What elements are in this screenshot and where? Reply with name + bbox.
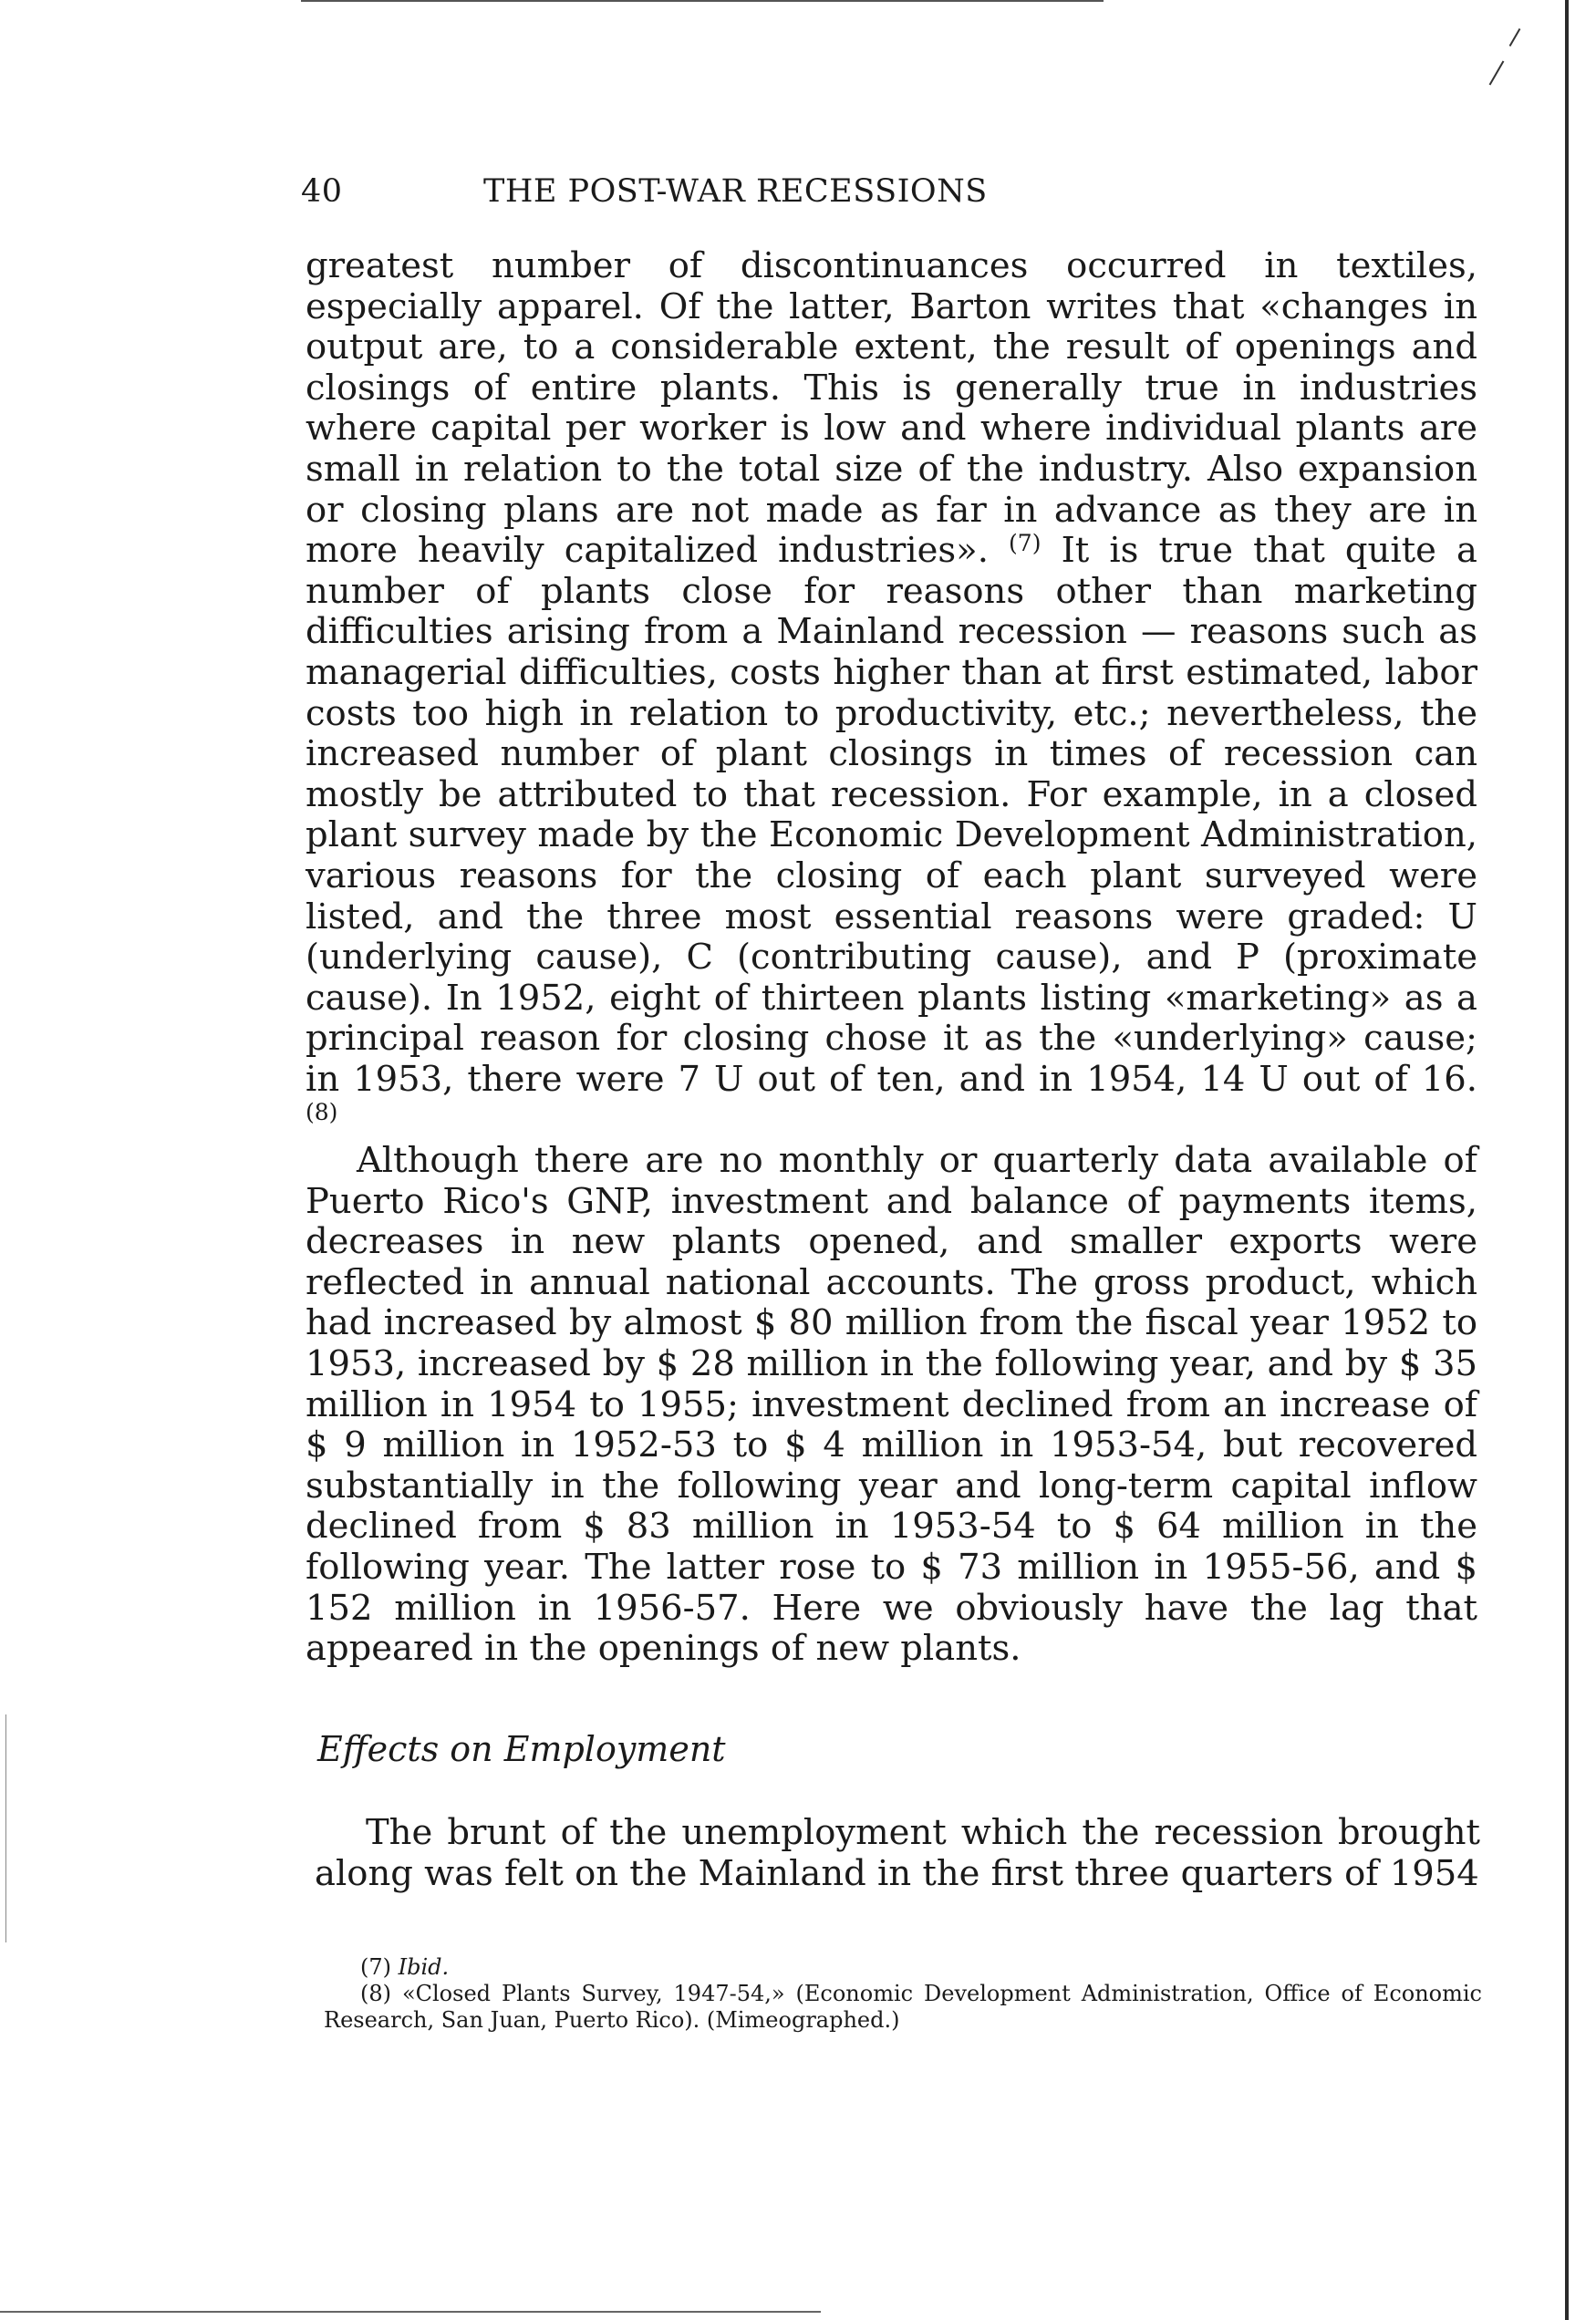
section-heading: Effects on Employment	[317, 1729, 726, 1769]
page-number: 40	[301, 173, 343, 210]
footnote-ref-7: (7)	[1009, 530, 1042, 557]
footnote-7	[324, 1954, 1482, 1981]
scan-edge-left	[5, 1714, 6, 1942]
pencil-mark	[1489, 61, 1505, 86]
footnote-8-number: (8)	[360, 1981, 391, 2006]
footnote-ref-8: (8)	[306, 1099, 338, 1126]
paragraph-1	[306, 246, 1477, 1141]
scan-edge-top	[301, 0, 1104, 2]
paragraph-3: The brunt of the unemployment which the recession brought along was felt on the Mainland in the first three quarters of 1954	[315, 1812, 1480, 1894]
footnote-8	[324, 1981, 1482, 2034]
page-header	[301, 173, 1477, 219]
scan-edge-bottom	[0, 2311, 821, 2313]
footnote-8-text: «Closed Plants Survey, 1947-54,» (Economic Development Administration, Office of Economic Research, San Juan, Puerto Rico). (Mimeographed.)	[324, 1981, 1482, 2033]
paragraph-1-text-a: greatest number of discontinuances occurred in textiles, especially apparel. Of the latter, Barton writes that «changes in output are, to a considerable extent, the result of openings and closings of entire plants. This is generally true in industries where capital per worker is low and where individual plants are small in relation to the total size of the industry. Also expansion or closing plans are not made as far in advance as they are in more heavily capitalized industries».	[306, 245, 1477, 572]
paragraph-1-text-b: It is true that quite a number of plants close for reasons other than marketing difficulties arising from a Mainland recession — reasons such as managerial difficulties, costs higher than at first estimated, labor costs too high in relation to productivity, etc.; nevertheless, the increased number of plant closings in times of recession can mostly be attributed to that recession. For example, in a closed plant survey made by the Economic Development Administration, various reasons for the closing of each plant surveyed were listed, and the three most essential reasons were graded: U (underlying cause), C (contributing cause), and P (proximate cause). In 1952, eight of thirteen plants listing «marketing» as a principal reason for closing chose it as the «underlying» cause; in 1953, there were 7 U out of ten, and in 1954, 14 U out of 16.	[306, 530, 1477, 1100]
footnotes	[324, 1954, 1482, 2034]
footnote-7-number: (7)	[360, 1954, 391, 1980]
body-text	[306, 246, 1477, 1670]
scan-edge-right	[1565, 0, 1569, 2320]
footnote-7-text: Ibid.	[398, 1954, 450, 1980]
paragraph-2: Although there are no monthly or quarterly data available of Puerto Rico's GNP, investment and balance of payments items, decreases in new plants opened, and smaller exports were reflected in annual national accounts. The gross product, which had increased by almost $ 80 million from the fiscal year 1952 to 1953, increased by $ 28 million in the following year, and by $ 35 million in 1954 to 1955; investment declined from an increase of $ 9 million in 1952-53 to $ 4 million in 1953-54, but recovered substantially in the following year and long-term capital inflow declined from $ 83 million in 1953-54 to $ 64 million in the following year. The latter rose to $ 73 million in 1955-56, and $ 152 million in 1956-57. Here we obviously have the lag that appeared in the openings of new plants.	[306, 1140, 1477, 1670]
pencil-mark	[1509, 28, 1521, 47]
running-title: THE POST-WAR RECESSIONS	[483, 173, 988, 210]
